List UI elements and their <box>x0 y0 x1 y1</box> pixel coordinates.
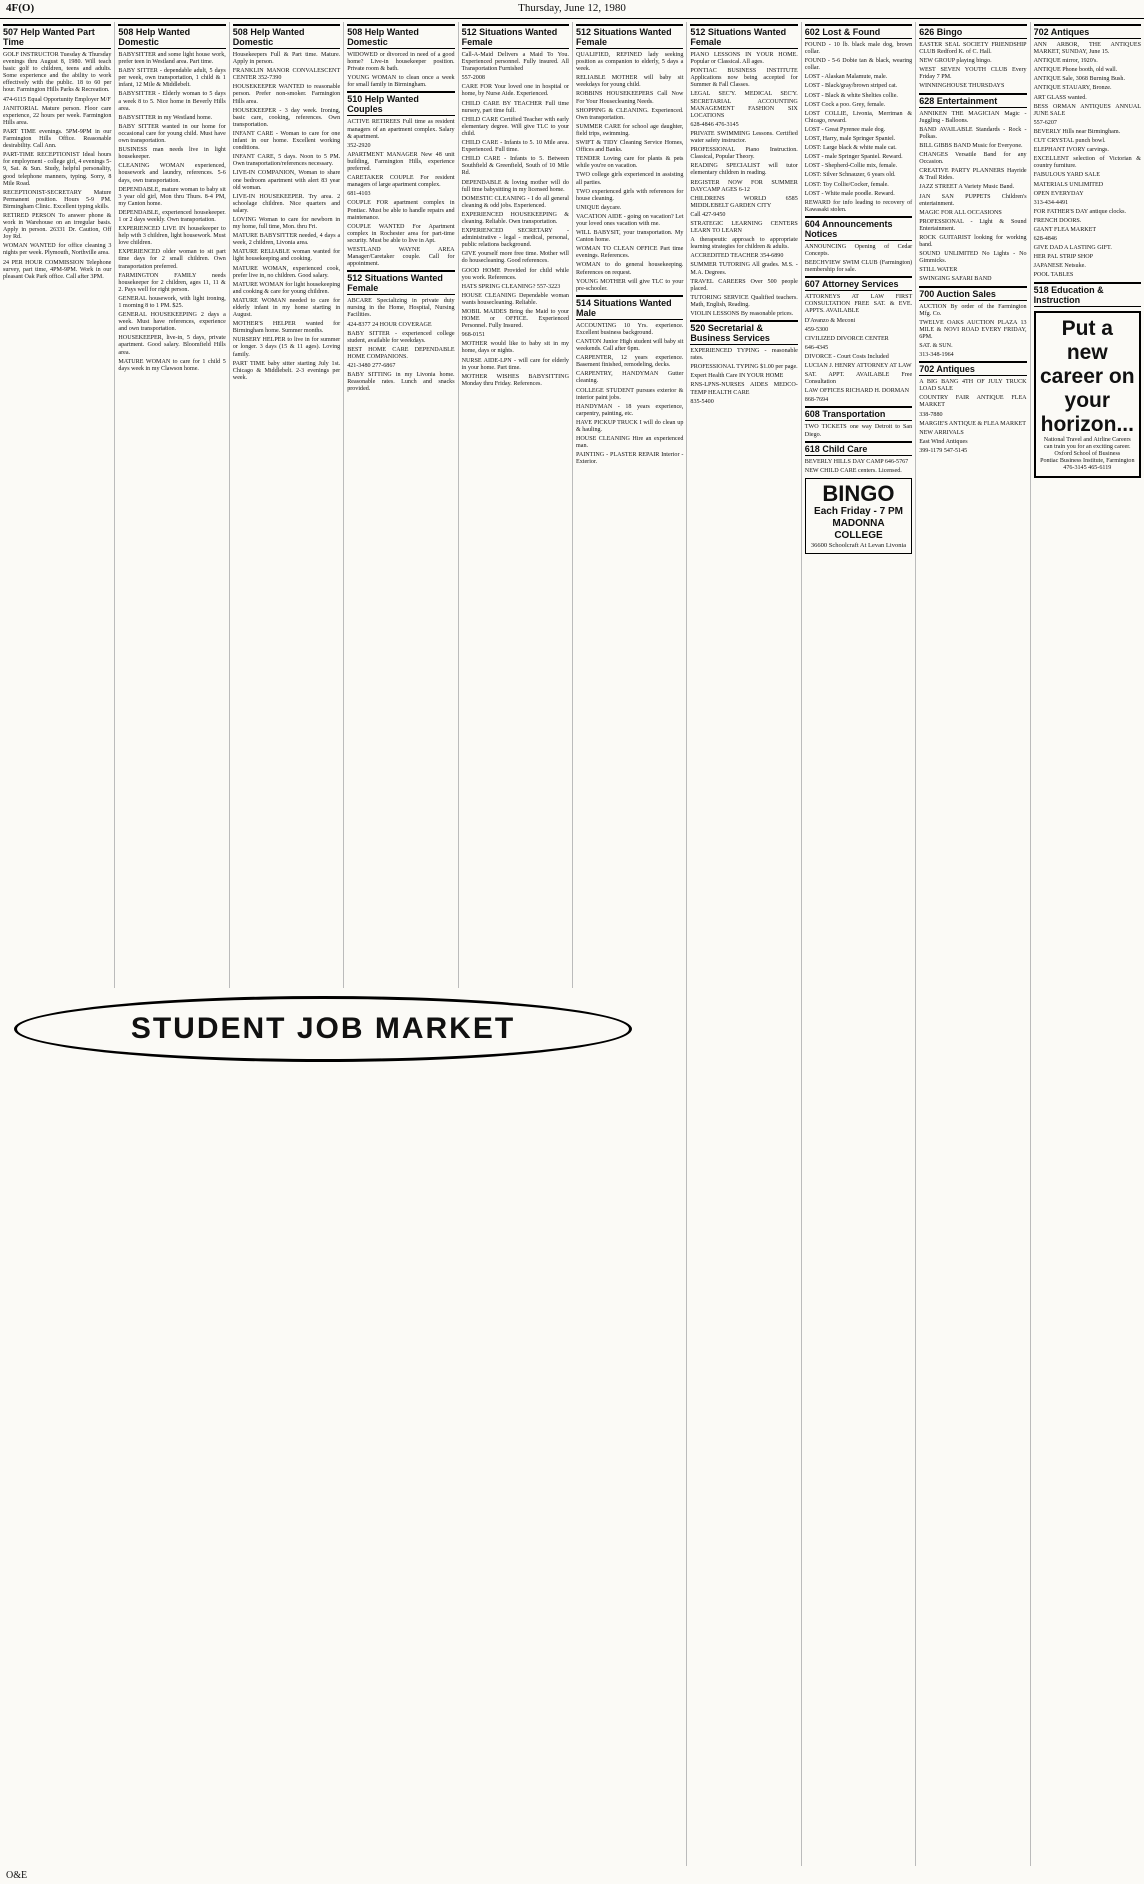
classified-column <box>801 22 915 1866</box>
classified-ad: PROFESSIONAL Piano Instruction. Classical, Popular Theory. <box>690 147 798 161</box>
classified-ad: LIVE-IN HOUSEKEEPER. Try area. 2 schoolage children. Nice quarters and salary. <box>232 193 341 214</box>
classified-ad: MATURE WOMAN to care for 1 child 5 days week in my Clawson home. <box>118 358 226 372</box>
classified-ad: 628-4846 <box>1033 236 1057 243</box>
classified-ad: CHILD CARE Certified Teacher with early elementary degree. Will give TLC to your child. <box>461 116 569 137</box>
bingo-address: 36600 Schoolcraft At Levan Livonia <box>810 541 907 549</box>
classified-ad: ANNIKEN THE MAGICIAN Magic - Juggling - Balloons. <box>919 110 1027 124</box>
classified-ad: ABCARE Specializing in private duty nursing in the Home, Hospital, Nursing Facilities. <box>347 298 455 319</box>
classified-ad: RNS-LPNS-NURSES AIDES MEDCO-TEMP HEALTH CARE <box>690 382 798 396</box>
classified-ad: 424-8377 24 HOUR COVERAGE <box>347 321 432 328</box>
classified-ad: OPEN EVERYDAY <box>1033 190 1084 197</box>
page-footer: O&E <box>6 1870 28 1881</box>
section-heading: 508 Help Wanted Domestic <box>118 24 225 49</box>
classified-ad: ATTORNEYS AT LAW FIRST CONSULTATION FREE SAT. & EVE. APPTS. AVAILABLE <box>804 294 913 315</box>
page-header <box>0 0 1144 19</box>
classified-ad: RELIABLE MOTHER will baby sit weekdays for young child. <box>576 75 684 89</box>
section-heading: 512 Situations Wanted Female <box>462 24 569 49</box>
classified-ad: PART TIME baby sitter starting July 1st. Chicago & Middlebelt. 2-3 evenings per week. <box>232 360 341 381</box>
classified-ad: LOST - Black & white Shelties collie. <box>804 92 898 99</box>
classified-ad: 352-2920 <box>347 142 371 149</box>
banner-oval <box>14 996 632 1062</box>
classified-ad: 24 PER HOUR COMMISSION Telephone survey, part time, 4PM-9PM. Work in our pleasant Oak Park office. Call after 3PM. <box>3 259 112 280</box>
classified-ad: MOTHER WISHES BABYSITTING Monday thru Friday. References. <box>461 373 569 387</box>
classified-ad: EXPERIENCED HOUSEKEEPING & cleaning. Reliable. Own transportation. <box>461 211 569 225</box>
bingo-advertisement <box>805 478 912 554</box>
classified-ad: ACTIVE RETIREES Full time as resident managers of an apartment complex. Salary & apartment. <box>347 119 455 140</box>
classified-ad: CHANGES Versatile Band for any Occasion. <box>919 152 1027 166</box>
classified-ad: CARE FOR Your loved one in hospital or home, by Nurse Aide. Experienced. <box>461 84 569 98</box>
school-advertisement <box>1034 311 1141 478</box>
classified-ad: CHILD CARE - Infants to 5. Between Southfield & Greenfield, South of 10 Mile Rd. <box>461 156 569 177</box>
classified-column <box>114 22 228 988</box>
section-heading: 604 Announcements Notices <box>805 216 912 241</box>
classified-ad: PAINTING - PLASTER REPAIR Interior - Exterior. <box>576 452 684 466</box>
classified-ad: LAW OFFICES RICHARD H. DORMAN <box>804 388 909 395</box>
classified-ad: FRENCH DOORS. <box>1033 217 1082 224</box>
classified-column <box>458 22 572 988</box>
section-heading: 512 Situations Wanted Female <box>347 270 454 295</box>
section-heading: 508 Help Wanted Domestic <box>347 24 454 49</box>
classified-ad: GIVE yourself more free time. Mother will do housecleaning. Good references. <box>461 251 569 265</box>
section-heading: 607 Attorney Services <box>805 276 912 291</box>
classified-ad: LOST: Large black & white male cat. <box>804 145 897 152</box>
classified-ad: CIVILIZED DIVORCE CENTER <box>804 335 889 342</box>
classified-ad: MOBIL MAIDES Bring the Maid to your HOME or OFFICE. Experienced Personnel. Fully Insured. <box>461 309 569 330</box>
classified-ad: 968-0151 <box>461 332 485 339</box>
classified-ad: CARPENTER, 12 years experience. Basement finished, remodeling, decks. <box>576 355 684 369</box>
classified-ad: FARMINGTON FAMILY needs housekeeper for 2 children, ages 11, 11 & 2. Pays well for right person. <box>118 272 226 293</box>
classified-ad: ART GLASS wanted. <box>1033 94 1087 101</box>
classified-ad: PROFESSIONAL - Light & Sound Entertainment. <box>919 218 1027 232</box>
classified-ad: SAT. APPT. AVAILABLE Free Consultation <box>804 372 913 386</box>
classified-ad: 681-4103 <box>347 191 371 198</box>
classified-ad: FABULOUS YARD SALE <box>1033 172 1100 179</box>
bingo-headline: BINGO <box>822 480 895 506</box>
classified-ad: ANTIQUE mirror, 1920's. <box>1033 58 1098 65</box>
classified-ad: LOST: Silver Schnauzer, 6 years old. <box>804 172 896 179</box>
classified-ad: CREATIVE PARTY PLANNERS Hayride & Trail Rides. <box>919 168 1027 182</box>
classified-column <box>572 22 686 988</box>
classified-ad: MATURE WOMAN for light housekeeping and cooking & care for young children. <box>232 281 341 295</box>
classified-column <box>915 22 1029 1866</box>
school-ad-headline: Put a new career on your horizon... <box>1040 316 1135 436</box>
section-heading: 702 Antiques <box>1034 24 1141 39</box>
classified-ad: CLEANING WOMAN experienced, housework and laundry, references. 5-6 days, own transportation. <box>118 163 226 184</box>
classified-ad: BABYSITTER in my Westland home. <box>118 114 213 121</box>
classified-ad: JAPANESE Netsuke. <box>1033 263 1086 270</box>
classified-ad: DEPENDABLE, experienced housekeeper. 1 or 2 days weekly. Own transportation. <box>118 209 226 223</box>
classified-ad: WEST SEVEN YOUTH CLUB Every Friday 7 PM. <box>919 67 1027 81</box>
classified-ad: BEST HOME CARE DEPENDABLE HOME COMPANIONS. <box>347 346 455 360</box>
section-heading: 618 Child Care <box>805 441 912 456</box>
classified-ad: NEW CHILD CARE centers. Licensed. <box>804 467 902 474</box>
classified-ad: CANTON Junior High student will baby sit weekends. Call after 6pm. <box>576 339 684 353</box>
classified-ad: HER PAL STRIP SHOP <box>1033 254 1094 261</box>
classified-ad: DIVORCE - Court Costs Included <box>804 353 889 360</box>
classified-ad: ROBBINS HOUSEKEEPERS Call Now For Your Housecleaning Needs. <box>576 91 684 105</box>
classified-ad: EXPERIENCED LIVE IN housekeeper to help with 3 children, light housework. Must love children. <box>118 226 226 247</box>
classified-ad: LIVE-IN COMPANION, Woman to share one bedroom apartment with alert 83 year old woman. <box>232 170 341 191</box>
classified-ad: STRATEGIC LEARNING CENTERS LEARN TO LEARN <box>690 220 798 235</box>
classified-ad: AUCTION By order of the Farmington Mfg. Co. <box>919 303 1027 317</box>
classified-ad: CUT CRYSTAL punch bowl. <box>1033 138 1106 145</box>
classified-ad: APARTMENT MANAGER New 48 unit building, Farmington Hills, experience preferred. <box>347 151 455 173</box>
classified-ad: BABYSITTER - Elderly woman to 5 days a week 8 to 5. Nice home in Beverly Hills area. <box>118 91 226 112</box>
classified-ad: CARPENTRY, HANDYMAN Gutter cleaning. <box>576 371 684 385</box>
classified-ad: SHOPPING & CLEANING. Experienced. Own transportation. <box>576 107 684 121</box>
classified-ad: NEW GROUP playing bingo. <box>919 58 992 65</box>
section-heading: 608 Transportation <box>805 406 912 421</box>
classified-ad: BAND AVAILABLE Standards - Rock - Polkas. <box>919 126 1027 140</box>
classified-ad: MATURE BABYSITTER needed, 4 days a week, 2 children, Livonia area. <box>232 233 341 247</box>
section-heading: 702 Antiques <box>919 361 1026 376</box>
classified-ad: HOUSE CLEANING Dependable woman wants housecleaning. Reliable. <box>461 292 569 306</box>
classified-ad: DEPENDABLE, mature woman to baby sit 3 year old girl, Mon thru Thurs. 8-4 PM, my Canton home. <box>118 186 226 207</box>
classified-ad: SUMMER CARE for school age daughter, field trips, swimming. <box>576 123 684 137</box>
classified-ad: JAN SAN PUPPETS Children's entertainment. <box>919 193 1027 207</box>
classified-ad: BEVERLY HILLS DAY CAMP 646-5767 <box>804 458 909 465</box>
school-address: Pontiac Business Institute, Farmington <box>1040 457 1135 464</box>
classified-ad: 868-7694 <box>804 397 829 404</box>
section-heading: 520 Secretarial & Business Services <box>690 320 797 345</box>
classified-ad: 557-6207 <box>1033 119 1057 126</box>
banner-text: STUDENT JOB MARKET <box>130 1012 516 1045</box>
classified-ad: HOUSEKEEPER - 3 day week. Ironing, basic care, cooking, references. Own transportation. <box>232 107 341 128</box>
classified-ad: ANTIQUE Phone booth, old wall. <box>1033 67 1118 74</box>
classified-ad: HAVE PICKUP TRUCK I will do clean up & hauling. <box>576 419 684 434</box>
classified-ad: 557-2008 <box>461 75 485 82</box>
classified-ad: EASTER SEAL SOCIETY FRIENDSHIP CLUB Redford K. of C. Hall. <box>919 42 1027 56</box>
student-job-market-banner <box>0 988 640 1066</box>
classified-ad: SAT. & SUN. <box>919 343 953 349</box>
classified-ad: NEW ARRIVALS <box>919 429 964 436</box>
classified-ad: A therapeutic approach to appropriate learning strategies for children & adults. <box>690 237 798 251</box>
classified-ad: WINNINGHOUSE THURSDAYS <box>919 83 1005 90</box>
classified-ad: PART-TIME RECEPTIONIST Ideal hours for employment - college girl, 4 evenings 5-9, Sat. & Sun. Study, helpful personality, good telephone manners, typing. Sorry, 8 Mile Road. <box>3 152 112 187</box>
classified-column <box>343 22 457 988</box>
classified-ad: TRAVEL CAREERS Over 500 people placed. <box>690 278 798 292</box>
classified-ad: EXPERIENCED older woman to sit part time days for 2 small children. Own transportation preferred. <box>118 249 226 270</box>
section-heading: 514 Situations Wanted Male <box>576 295 683 320</box>
classified-ad: INFANT CARE - Woman to care for one infant in our home. Excellent working conditions. <box>232 130 341 152</box>
classified-ad: BABY SITTING in my Livonia home. Reasonable rates. Lunch and snacks provided. <box>347 372 455 393</box>
classified-ad: HATS SPRING CLEANING? 557-3223 <box>461 283 561 290</box>
bingo-time: Each Friday - 7 PM <box>814 505 903 517</box>
school-ad-body: National Travel and Airline Careers can train you for an exciting career. <box>1043 436 1131 450</box>
classified-ad: LEGAL SEC'Y. MEDICAL SEC'Y. SECRETARIAL ACCOUNTING MANAGEMENT FASHION SIX LOCATIONS <box>690 91 798 119</box>
classified-ad: ELEPHANT IVORY carvings. <box>1033 147 1109 154</box>
classified-ad: NURSE AIDE-LPN - will care for elderly in your home. Part time. <box>461 357 569 371</box>
classified-ad: LOST - Black/gray/brown striped cat. <box>804 83 898 90</box>
classified-ad: BEVERLY Hills near Birmingham. <box>1033 128 1121 135</box>
classified-ad: TWO TICKETS one way Detroit to San Diego. <box>804 424 913 438</box>
section-heading: 512 Situations Wanted Female <box>576 24 683 49</box>
classified-ad: TWO college girls experienced in assisting all parties. <box>576 172 684 186</box>
classified-ad: REWARD for info leading to recovery of Kawasaki stolen. <box>804 199 913 213</box>
classified-ad: 835-5400 <box>690 398 714 405</box>
classified-ad: YOUNG MOTHER will give TLC to your pre-schooler. <box>576 278 684 292</box>
classified-ad: 313-348-1964 <box>919 352 954 359</box>
classified-column <box>0 22 114 988</box>
classified-ad: 338-7880 <box>919 411 943 418</box>
classified-ad: LOST - Shepherd-Collie mix, female. <box>804 163 898 170</box>
classified-ad: ANN ARBOR, THE ANTIQUES MARKET, SUNDAY, June 15. <box>1033 42 1141 56</box>
classified-ad: CHILD CARE BY TEACHER Full time nursery, part time full. <box>461 100 569 114</box>
classified-ad: COLLEGE STUDENT pursues exterior & interior paint jobs. <box>576 387 684 401</box>
classified-ad: D'Avanzo & Meconi <box>804 317 856 324</box>
classified-ad: PONTIAC BUSINESS INSTITUTE Applications now being accepted for Summer & Fall Classes. <box>690 68 798 89</box>
school-name: Oxford School of Business <box>1054 450 1121 457</box>
classified-ad: BABY SITTER - experienced college student, available for weekdays. <box>347 330 455 344</box>
section-heading: 507 Help Wanted Part Time <box>3 24 111 49</box>
classified-ad: 421-3480 277-6867 <box>347 363 396 369</box>
classified-ad: UNIQUE daycare. <box>576 204 622 211</box>
section-heading: 512 Situations Wanted Female <box>690 24 797 49</box>
classified-ad: LOST - male Springer Spaniel. Reward. <box>804 154 903 161</box>
page-number: 4F(O) <box>6 2 35 14</box>
classified-ad: GOLF INSTRUCTOR Tuesday & Thursday evenings thru August 8, 1980. Will teach basic golf to children, teens and adults. Some experience and the ability to work effectively with the public. 18 to 60 per hour. Farmington Hills Parks & Recreation. <box>3 52 112 94</box>
classified-ad: SWINGING SAFARI BAND <box>919 276 992 283</box>
classified-ad: ACCOUNTING 10 Yrs. experience. Excellent business background. <box>576 322 684 336</box>
classified-ad: LOST COLLIE, Livonia, Merriman & Chicago, reward. <box>804 110 913 124</box>
classified-ad: HOUSEKEEPER, live-in, 5 days, private apartment. Good salary. Bloomfield Hills area. <box>118 335 226 356</box>
classified-ad: GIANT FLEA MARKET <box>1033 226 1097 233</box>
classified-ad: Expert Health Care IN YOUR HOME <box>690 373 784 380</box>
classified-ad: STILL WATER <box>919 267 958 274</box>
classified-ad: LOST - Alaskan Malamute, male. <box>804 74 888 81</box>
section-heading: 700 Auction Sales <box>919 286 1026 301</box>
classified-ad: PROFESSIONAL TYPING $1.00 per page. <box>690 364 798 371</box>
classified-ad: MARGIE'S ANTIQUE & FLEA MARKET <box>919 420 1026 427</box>
classified-ad: BABY SITTER wanted in our home for occasional care for young child. Must have own transportation. <box>118 123 226 145</box>
classified-ad: JANITORIAL Mature person. Floor care experience, 22 hours per week. Farmington Hills area. <box>3 105 112 126</box>
classified-ad: SUMMER TUTORING All grades. M.S. - M.A. Degrees. <box>690 262 798 276</box>
classified-ad: EXPERIENCED TYPING - reasonable rates. <box>690 348 798 362</box>
classified-ad: ANNOUNCING Opening of Cedar Concepts. <box>804 243 913 257</box>
section-heading: 518 Education & Instruction <box>1034 282 1141 307</box>
classified-column <box>1030 22 1144 1866</box>
classified-ad: ROCK GUITARIST looking for working band. <box>919 234 1027 249</box>
classified-ad: EXPERIENCED SECRETARY - administrative - legal - medical, personal, public relations background. <box>461 228 569 249</box>
issue-date: Thursday, June 12, 1980 <box>518 2 626 14</box>
classified-ad: MATURE WOMAN, experienced cook, prefer live in, no children. Good salary. <box>232 265 341 279</box>
classified-ad: WIDOWED or divorced in need of a good home? Live-in housekeeper position. Private room & bath. <box>347 52 455 73</box>
classified-ad: LOST: Toy Collie/Cocker, female. <box>804 181 889 188</box>
classified-ad: GENERAL housework, with light ironing, 1 morning 8 to 1 PM. $25. <box>118 295 226 309</box>
classified-ad: MOTHER would like to baby sit in my home, days or nights. <box>461 341 569 355</box>
classified-ad: FOUND - 10 lb. black male dog, brown collar. <box>804 42 913 56</box>
classified-ad: CARETAKER COUPLE For resident managers of large apartment complex. <box>347 175 455 189</box>
classified-ad: MATURE RELIABLE woman wanted for light housekeeping and cooking. <box>232 249 341 263</box>
classified-ad: HOUSEKEEPER WANTED to reasonable person. Prefer non-smoker. Farmington Hills area. <box>232 84 341 105</box>
classified-ad: BABYSITTER and some light house work, prefer teen in Westland area. Part time. <box>118 52 226 66</box>
classified-ad: TWELVE OAKS AUCTION PLAZA 13 MILE & NOVI ROAD EVERY FRIDAY, 6PM. <box>919 319 1027 340</box>
classified-ad: PIANO LESSONS IN YOUR HOME. Popular or Classical. All ages. <box>690 52 798 66</box>
classified-ad: QUALIFIED, REFINED lady seeking position as companion to elderly, 5 days a week. <box>576 52 684 73</box>
classified-ad: WESTLAND WAYNE AREA Manager/Caretaker couple. Call for appointment. <box>347 246 455 268</box>
classified-ad: BILL GIBBS BAND Music for Everyone. <box>919 142 1023 149</box>
classified-ad: Call 427-9450 <box>690 211 726 218</box>
classified-ad: ANTIQUE Sale, 3068 Burning Bush. <box>1033 76 1125 83</box>
classified-ad: WOMAN to do general housekeeping. References on request. <box>576 262 684 276</box>
classified-ad: 313-434-4491 <box>1033 199 1069 206</box>
classified-ad: MATURE WOMAN needed to care for elderly infant in my home starting in August. <box>232 297 341 319</box>
classified-ad: GIVE DAD A LASTING GIFT. <box>1033 245 1112 252</box>
section-heading: 628 Entertainment <box>919 93 1026 108</box>
classified-ad: LOVING Woman to care for newborn in my home, full time, Mon. thru Fri. <box>232 216 341 231</box>
classified-ad: FOUND - 5-6 Dobie tan & black, wearing collar. <box>804 58 913 72</box>
classified-ad: LUCIAN J. HENRY ATTORNEY AT LAW <box>804 363 912 369</box>
classified-ad: LOST - White male poodle. Reward. <box>804 190 895 197</box>
classified-ad: RETIRED PERSON To answer phone & work in Warehouse on an irregular basis. Apply in person. 26331 Dr. Caution, Off Joy Rd. <box>3 212 112 241</box>
section-heading: 626 Bingo <box>919 24 1026 39</box>
classified-ad: Call-A-Maid Delivers a Maid To You. Experienced personnel. Fully insured. All Transportation Furnished <box>461 52 569 73</box>
classified-ad: MAGIC FOR ALL OCCASIONS <box>919 209 1002 216</box>
classified-ad: RECEPTIONIST-SECRETARY Mature Permanent position. Hours 5-9 PM. Birmingham Clinic. Excellent typing skills. <box>3 189 112 210</box>
classified-ad: VIOLIN LESSONS By reasonable prices. <box>690 311 794 317</box>
classified-ad: EXCELLENT selection of Victorian & country furniture. <box>1033 156 1141 170</box>
classified-ad: FOR FATHER'S DAY antique clocks. <box>1033 208 1127 215</box>
classified-ad: East Wind Antiques <box>919 438 968 445</box>
classified-ad: WOMAN WANTED for office cleaning 3 nights per week. Plymouth, Northville area. <box>3 243 112 257</box>
classified-ad: 459-5300 <box>804 326 829 333</box>
school-phones: 476-3145 465-6119 <box>1063 464 1112 471</box>
classified-ad: COUNTRY FAIR ANTIQUE FLEA MARKET <box>919 395 1027 409</box>
classified-ad: WILL BABYSIT, your transportation. My Canton home. <box>576 230 684 244</box>
classified-ad: JAZZ STREET A Variety Music Band. <box>919 184 1015 191</box>
classified-ad: COUPLE WANTED For Apartment complex in Rochester area for part-time security. Must be able to live in Apt. <box>347 223 455 244</box>
classified-ad: GOOD HOME Provided for child while you work. References. <box>461 267 569 281</box>
classified-ad: YOUNG WOMAN to clean once a week for small family in Birmingham. <box>347 75 455 89</box>
classified-ad: LOST, Harry, male Springer Spaniel. <box>804 136 896 143</box>
classified-ad: HANDYMAN - 18 years experience, carpentry, painting, etc. <box>576 403 684 417</box>
classified-ad: READING SPECIALIST will tutor elementary children in reading. <box>690 163 798 177</box>
classified-ad: WOMAN TO CLEAN OFFICE Part time evenings. References. <box>576 246 684 260</box>
classified-ad: 628-4846 476-3145 <box>690 121 739 128</box>
classified-column <box>686 22 800 1866</box>
classified-ad: MATERIALS UNLIMITED <box>1033 181 1104 188</box>
classified-ad: VACATION AIDE - going on vacation? Let your loved ones vacation with me. <box>576 213 684 227</box>
classified-ad: INFANT CARE, 5 days. Noon to 5 PM. Own transportation/references necessary. <box>232 154 341 168</box>
classified-ad: DEPENDABLE & loving mother will do full time babysitting in my licensed home. <box>461 179 569 193</box>
section-heading: 508 Help Wanted Domestic <box>233 24 340 49</box>
classified-ad: CHILD CARE - Infants to 5. 10 Mile area. Experienced. Full time. <box>461 140 569 154</box>
classified-ad: HOUSE CLEANING Hire an experienced man. <box>576 436 684 450</box>
section-heading: 602 Lost & Found <box>805 24 912 39</box>
classified-ad: 399-1179 547-5145 <box>919 447 968 454</box>
classified-ad: 474-6115 Equal Opportunity Employer M/F <box>3 96 111 103</box>
classified-ad: DOMESTIC CLEANING - I do all general cleaning & odd jobs. Experienced. <box>461 195 569 209</box>
classified-ad: LOST Cock a poo. Grey, female. <box>804 101 886 108</box>
classified-ad: BABY SITTER - dependable adult, 5 days per week, own transportation, 1 child & 1 infant, 12 Mile & Middlebelt. <box>118 68 226 89</box>
classified-ad: 646-4345 <box>804 344 829 351</box>
classified-ad: BUSINESS man needs live in light housekeeper. <box>118 147 226 161</box>
classified-ad: REGISTER NOW FOR SUMMER DAYCAMP AGES 6-12 <box>690 179 798 193</box>
classified-ad: FRANKLIN MANOR CONVALESCENT CENTER 352-7390 <box>232 68 341 82</box>
classified-ad: CHILDRENS WORLD 6585 MIDDLEBELT GARDEN CITY <box>690 195 798 209</box>
classified-ad: ACCREDITED TEACHER 354-6890 <box>690 253 784 260</box>
bingo-place: MADONNA COLLEGE <box>832 517 885 541</box>
classified-ad: BEECHVIEW SWIM CLUB (Farmington) membership for sale. <box>804 260 913 274</box>
classified-ad: PRIVATE SWIMMING Lessons. Certified water safety instructor. <box>690 130 798 145</box>
classified-ad: LOST - Great Pyrenee male dog. <box>804 126 886 133</box>
classified-ad: TUTORING SERVICE Qualified teachers. Math, English, Reading. <box>690 294 798 308</box>
classified-ad: POOL TABLES <box>1033 272 1074 279</box>
classified-ad: NURSERY HELPER to live in for summer or longer. 3 days (15 & 11 ages). Loving family. <box>232 337 341 358</box>
classified-ad: ANTIQUE STAUARY, Bronze. <box>1033 85 1112 92</box>
classified-ad: SWIFT & TIDY Cleaning Service Homes, Offices and Banks. <box>576 140 684 154</box>
classified-ad: Housekeepers Full & Part time. Mature. Apply in person. <box>232 52 341 66</box>
classified-ad: BESS ORMAN ANTIQUES ANNUAL JUNE SALE <box>1033 103 1141 117</box>
classified-ad: COUPLE FOR apartment complex in Pontiac. Must be able to handle repairs and maintenance. <box>347 200 455 221</box>
classified-ad: SOUND UNLIMITED No Lights - No Gimmicks. <box>919 251 1027 265</box>
classified-ad: GENERAL HOUSEKEEPING 2 days a week. Must have references, experience and own transportation. <box>118 312 226 333</box>
classified-ad: MOTHER'S HELPER wanted for Birmingham home. Summer months. <box>232 321 341 335</box>
classified-ad: TWO experienced girls with references for house cleaning. <box>576 188 684 202</box>
classified-column <box>229 22 343 988</box>
section-heading: 510 Help Wanted Couples <box>347 91 454 116</box>
classified-ad: TENDER Loving care for plants & pets while you're on vacation. <box>576 156 684 170</box>
classified-ad: PART TIME evenings. 5PM-9PM in our Farmington Hills Office. Reasonable desirability. Call Ann. <box>3 128 112 150</box>
classified-ad: A BIG BANG 4TH OF JULY TRUCK LOAD SALE <box>919 379 1027 393</box>
